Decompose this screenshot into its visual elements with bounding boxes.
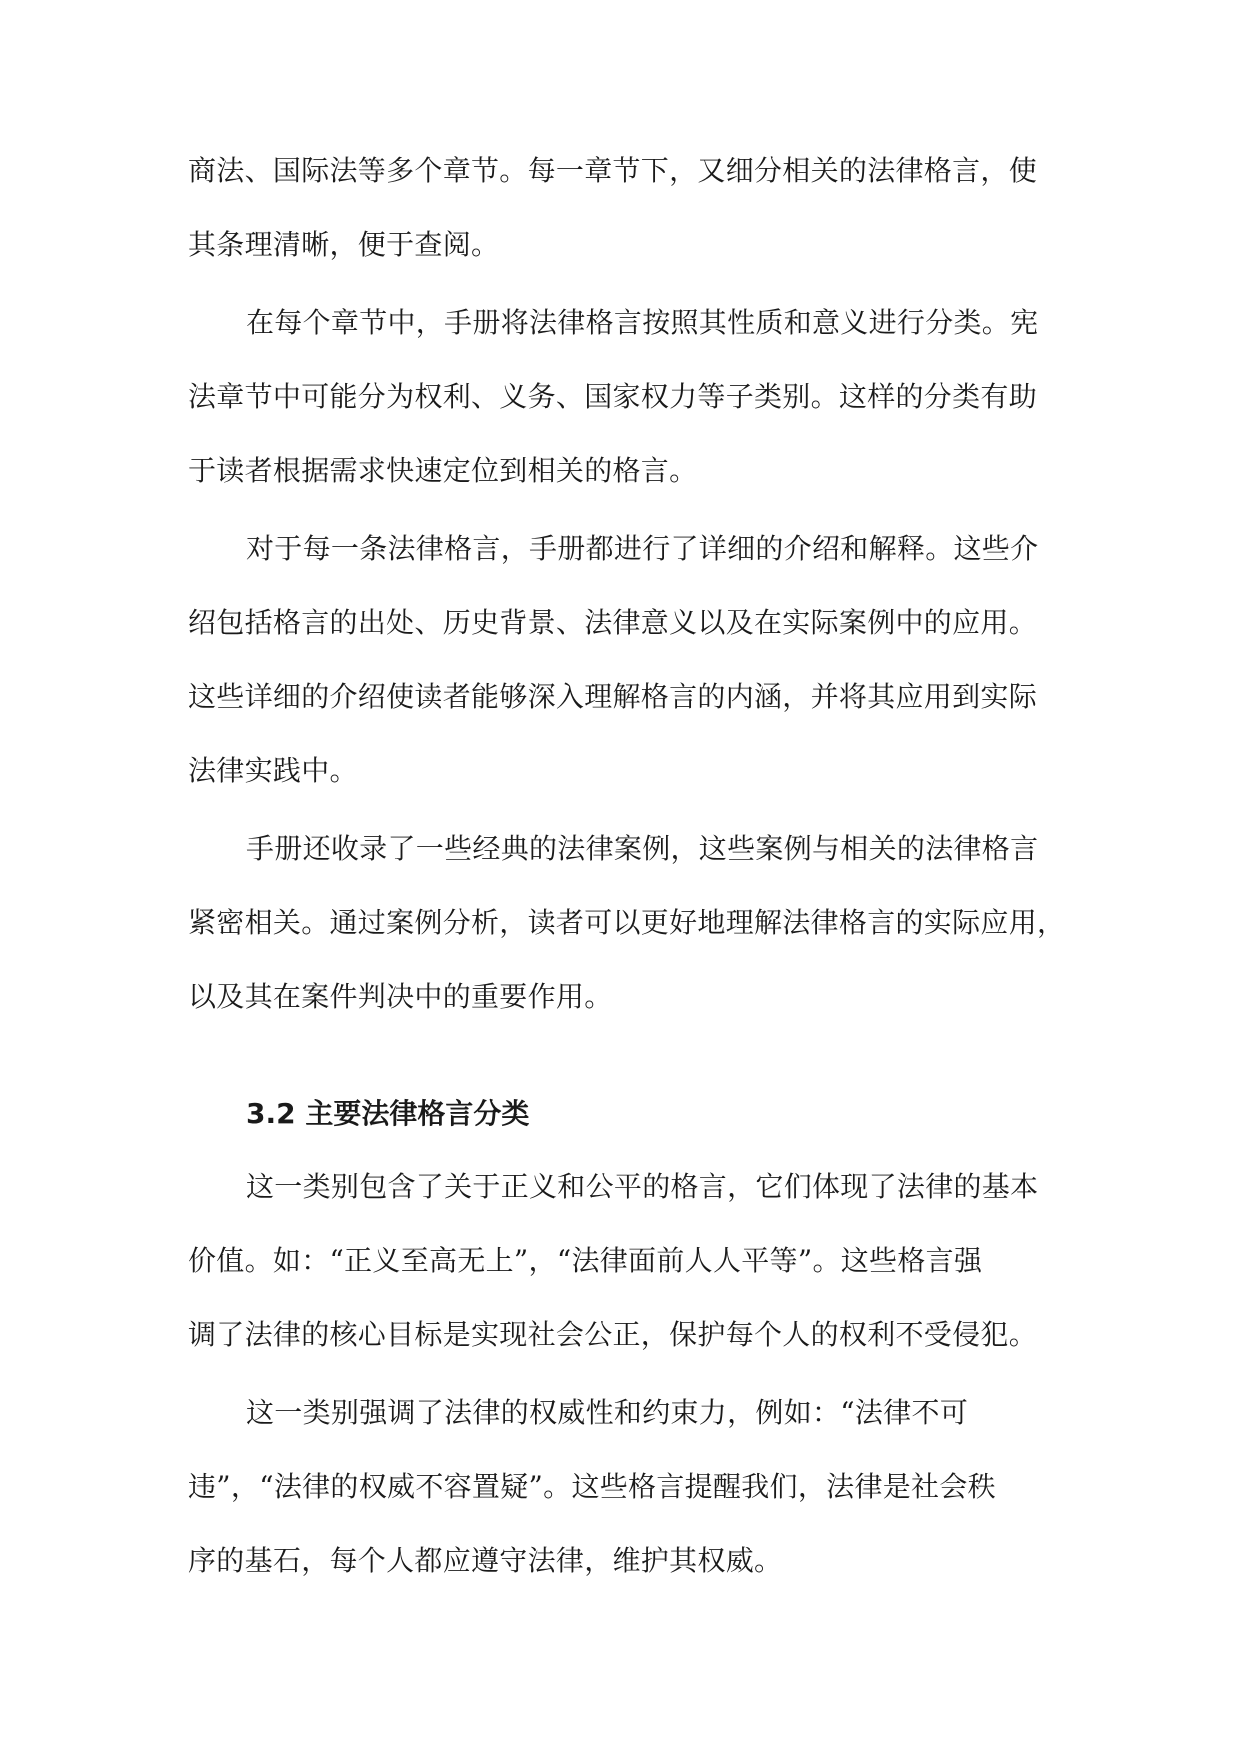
paragraph-line: 这些详细的介绍使读者能够深入理解格言的内涵，并将其应用到实际: [188, 680, 1038, 713]
paragraph-line: 于读者根据需求快速定位到相关的格言。: [188, 454, 698, 487]
paragraph-line: 对于每一条法律格言，手册都进行了详细的介绍和解释。这些介: [246, 532, 1039, 565]
paragraph-line: 绍包括格言的出处、历史背景、法律意义以及在实际案例中的应用。: [188, 606, 1038, 639]
paragraph-justice: [188, 1150, 1058, 1372]
paragraph-cases: [188, 812, 1066, 1034]
paragraph-classification: [188, 286, 1058, 508]
paragraph-line: 商法、国际法等多个章节。每一章节下，又细分相关的法律格言，使: [188, 154, 1038, 187]
paragraph-line: 序的基石，每个人都应遵守法律，维护其权威。: [188, 1544, 783, 1577]
paragraph-line: 违”，“法律的权威不容置疑”。这些格言提醒我们，法律是社会秩: [188, 1470, 996, 1503]
paragraph-line: 这一类别强调了法律的权威性和约束力，例如：“法律不可: [246, 1396, 969, 1429]
paragraph-line: 法章节中可能分为权利、义务、国家权力等子类别。这样的分类有助: [188, 380, 1038, 413]
paragraph-line: 价值。如：“正义至高无上”，“法律面前人人平等”。这些格言强: [188, 1244, 983, 1277]
paragraph-line: 调了法律的核心目标是实现社会公正，保护每个人的权利不受侵犯。: [188, 1318, 1038, 1351]
paragraph-explanations: [188, 512, 1058, 808]
section-heading: 3.2 主要法律格言分类: [246, 1097, 530, 1130]
paragraph-line: 其条理清晰，便于查阅。: [188, 228, 500, 261]
paragraph-line: 在每个章节中，手册将法律格言按照其性质和意义进行分类。宪: [246, 306, 1039, 339]
paragraph-line: 手册还收录了一些经典的法律案例，这些案例与相关的法律格言: [246, 832, 1039, 865]
paragraph-line: 这一类别包含了关于正义和公平的格言，它们体现了法律的基本: [246, 1170, 1039, 1203]
paragraph-line: 法律实践中。: [188, 754, 358, 787]
paragraph-chapters-continued: [188, 134, 1058, 282]
paragraph-line: 以及其在案件判决中的重要作用。: [188, 980, 613, 1013]
paragraph-authority: [188, 1376, 1058, 1598]
paragraph-line: 紧密相关。通过案例分析，读者可以更好地理解法律格言的实际应用，: [188, 906, 1066, 939]
